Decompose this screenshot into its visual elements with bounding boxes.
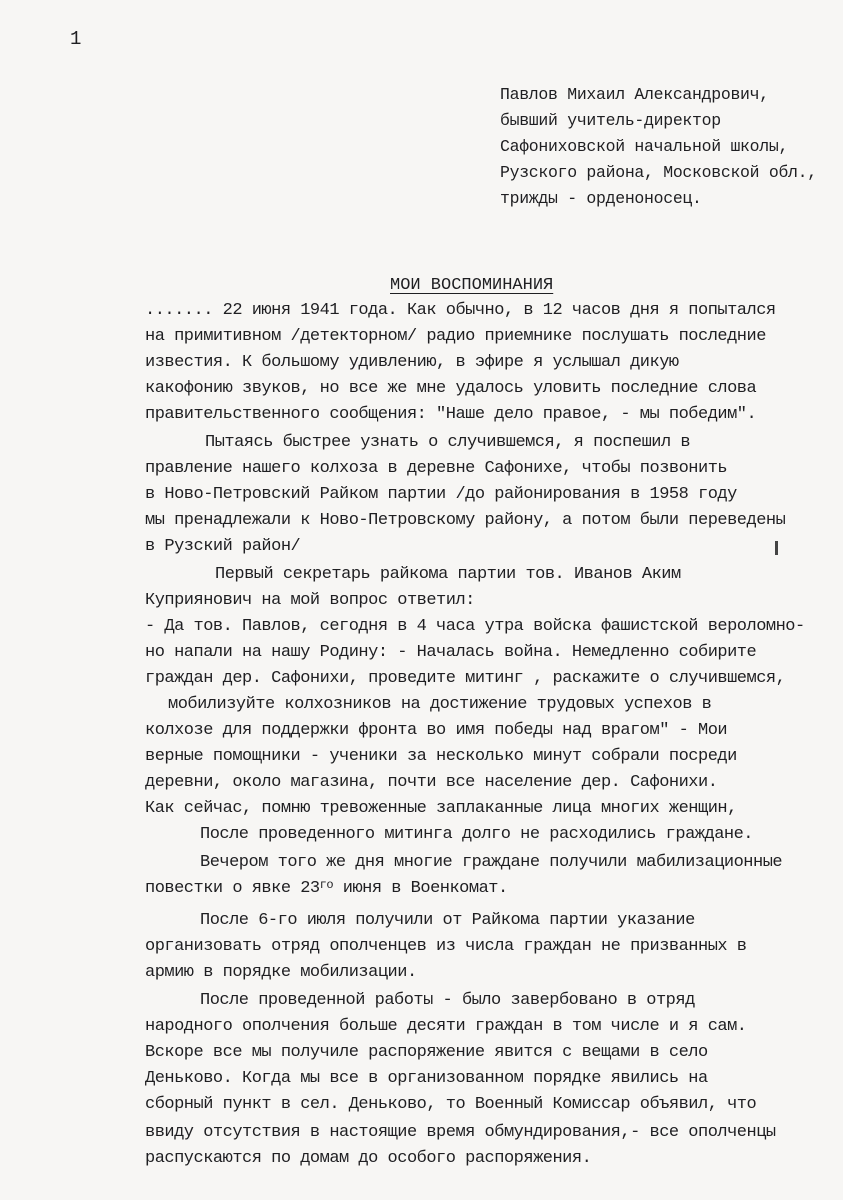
body-line-part: повестки о явке 23	[145, 879, 320, 898]
author-name: Павлов Михаил Александрович,	[500, 85, 769, 104]
body-line: правление нашего колхоза в деревне Сафонихе, чтобы позвонить	[145, 459, 728, 478]
body-line: После 6-го июля получили от Райкома партии указание	[200, 911, 695, 930]
body-line: верные помощники - ученики за несколько минут собрали посреди	[145, 747, 737, 766]
stray-ink-mark	[775, 541, 778, 555]
body-line: известия. К большому удивлению, в эфире я услышал дикую	[145, 353, 679, 372]
body-line: колхозе для поддержки фронта во имя победы над врагом" - Мои	[145, 721, 728, 740]
body-line: Вечером того же дня многие граждане получили мабилизационные	[200, 853, 783, 872]
body-line: Первый секретарь райкома партии тов. Иванов Аким	[215, 565, 681, 584]
memoir-title: МОИ ВОСПОМИНАНИЯ	[390, 276, 554, 295]
author-honors: трижды - орденоносец.	[500, 189, 702, 208]
body-line: После проведенного митинга долго не расходились граждане.	[200, 825, 753, 844]
body-line: правительственного сообщения: "Наше дело правое, - мы победим".	[145, 405, 757, 424]
author-school: Сафониховской начальной школы,	[500, 137, 789, 156]
body-line: мы пренадлежали к Ново-Петровскому району, а потом были переведены	[145, 511, 786, 530]
body-line: ввиду отсутствия в настоящие время обмундирования,- все ополченцы	[145, 1123, 776, 1142]
body-line: Куприянович на мой вопрос ответил:	[145, 591, 475, 610]
body-line: армию в порядке мобилизации.	[145, 963, 417, 982]
page-number: 1	[70, 28, 82, 50]
body-line: в Ново-Петровский Райком партии /до районирования в 1958 году	[145, 485, 737, 504]
body-line: ....... 22 июня 1941 года. Как обычно, в 12 часов дня я попытался	[145, 301, 776, 320]
body-line: - Да тов. Павлов, сегодня в 4 часа утра войска фашистской вероломно-	[145, 617, 805, 636]
body-line: Деньково. Когда мы все в организованном порядке явились на	[145, 1069, 708, 1088]
author-position: бывший учитель-директор	[500, 111, 721, 130]
body-line: в Рузский район/	[145, 537, 301, 556]
author-region: Рузского района, Московской обл.,	[500, 163, 817, 182]
body-line: мобилизуйте колхозников на достижение трудовых успехов в	[168, 695, 712, 714]
body-line-part: июня в Военкомат.	[342, 879, 508, 898]
body-line: распускаются по домам до особого распоряжения.	[145, 1149, 592, 1168]
body-line: какофонию звуков, но все же мне удалось уловить последние слова	[145, 379, 757, 398]
body-line: на примитивном /детекторном/ радио приемнике послушать последние	[145, 327, 766, 346]
body-line: деревни, около магазина, почти все население дер. Сафонихи.	[145, 773, 718, 792]
author-block	[500, 82, 817, 212]
body-line: Как сейчас, помню тревоженные заплаканные лица многих женщин,	[145, 799, 737, 818]
body-line: Вскоре все мы получиле распоряжение явится с вещами в село	[145, 1043, 708, 1062]
body-line: сборный пункт в сел. Деньково, то Военный Комиссар объявил, что	[145, 1095, 757, 1114]
body-line: Пытаясь быстрее узнать о случившемся, я поспешил в	[205, 433, 691, 452]
body-line: граждан дер. Сафонихи, проведите митинг , раскажите о случившемся,	[145, 669, 786, 688]
date-superscript: го	[319, 878, 334, 892]
body-line: народного ополчения больше десяти граждан в том числе и я сам.	[145, 1017, 747, 1036]
body-line: но напали на нашу Родину: - Началась война. Немедленно собирите	[145, 643, 757, 662]
body-line: организовать отряд ополченцев из числа граждан не призванных в	[145, 937, 747, 956]
body-line	[145, 876, 508, 902]
body-line: После проведенной работы - было завербовано в отряд	[200, 991, 695, 1010]
